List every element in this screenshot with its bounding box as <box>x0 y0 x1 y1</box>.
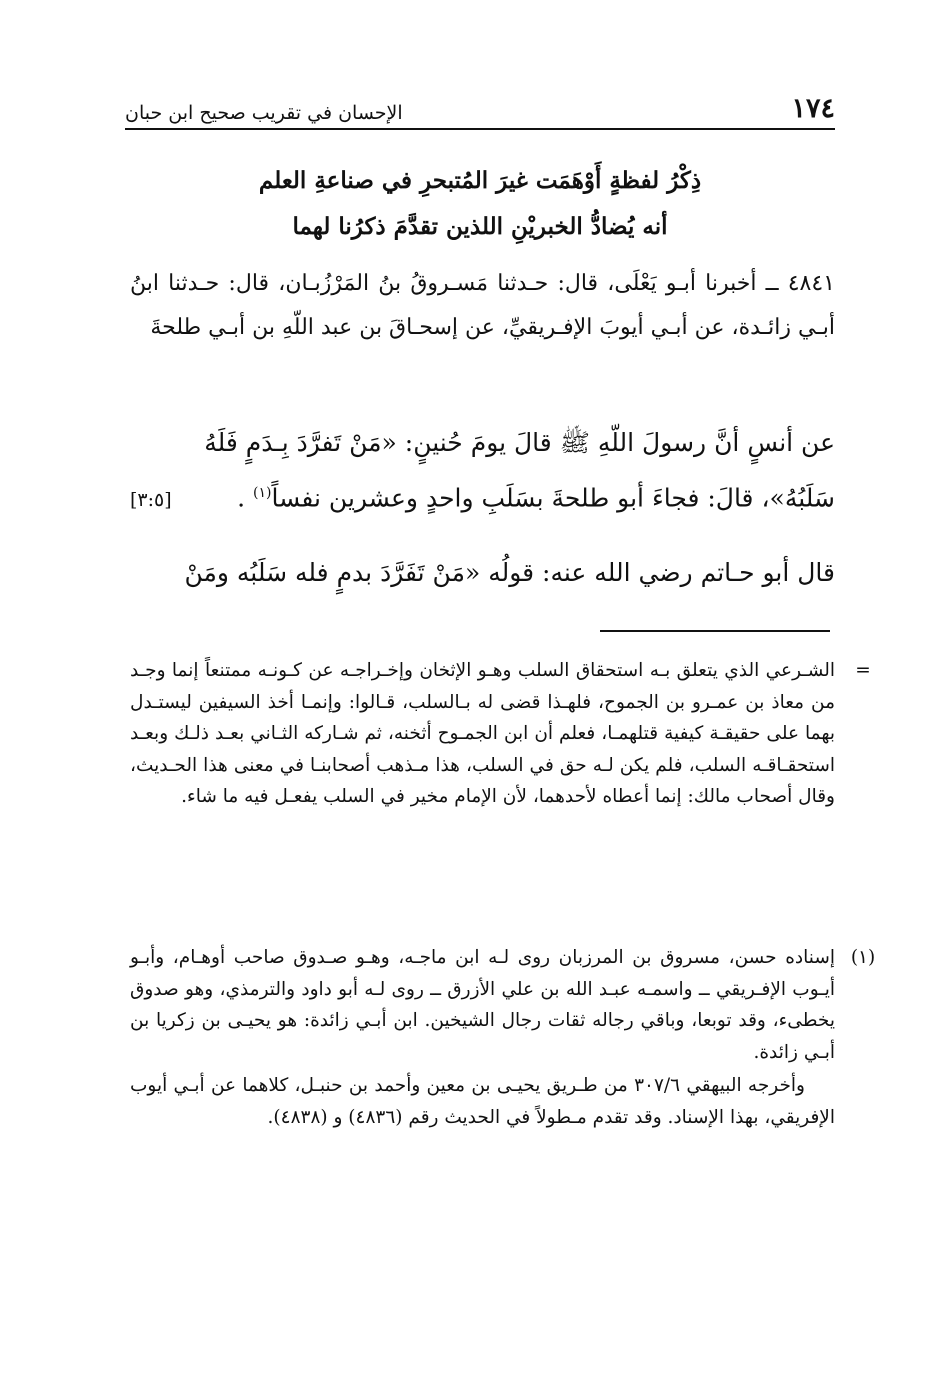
footnote-1-para-2: وأخرجه البيهقي ٣٠٧/٦ من طـريق يحيـى بن معين وأحمد بن حنبـل، كلاهما عن أبـي أيوب الإفريقي، بهذا الإسناد. وقد تقدم مـطولاً في الحديث رقم (٤٨٣٦) و (٤٨٣٨). <box>130 1075 835 1128</box>
footnote-1-number: (١) <box>850 947 876 968</box>
continuation-mark: = <box>855 660 871 681</box>
heading-line-1: ذِكْرُ لفظةٍ أَوْهَمَت غيرَ المُتبحرِ في صناعةِ العلم <box>258 167 702 194</box>
heading-line-2: أنه يُضادُّ الخبريْنِ اللذين تقدَّمَ ذكرُنا لهما <box>292 213 668 240</box>
running-title: الإحسان في تقريب صحيح ابن حبان <box>125 102 403 124</box>
matn-line-1: عن أنسٍ أنَّ رسولَ اللّهِ ﷺ قالَ يومَ حُنينٍ: «مَنْ تَفرَّدَ بِـدَمٍ فَلَهُ <box>204 428 835 457</box>
footnote-1-para-1: إسناده حسن، مسروق بن المرزبان روى لـه ابن ماجـه، وهـو صـدوق صاحب أوهـام، وأبـو أيـوب الإفـريقي ــ واسمـه عبـد الله بن علي الأزرق ــ روى لـه أبو داود والترمذي، وهو صدوق يخطىء، وقد توبعا، وباقي رجاله ثقات رجال الشيخين. ابن أبـي زائدة: هو يحيـى بن زكريا بن أبـي زائدة. <box>130 947 835 1063</box>
hadith-isnad: ٤٨٤١ ــ أخبرنا أبـو يَعْلَى، قال: حـدثنا مَسـروقُ بنُ المَرْزُبـان، قال: حـدثنا ابنُ أبـي زائـدة، عن أبـي أيوبَ الإفـريقيِّ، عن إسحـاقَ بن عبد اللّهِ بن أبـي طلحةَ <box>130 271 835 340</box>
footnote-ref: (١) <box>252 485 272 501</box>
continuation-text: الشـرعي الذي يتعلق بـه استحقاق السلب وهـو الإثخان وإخـراجـه عن كـونـه ممتنعاً إنما وجـد من معاذ بن عمـرو بن الجموح، فلهـذا قضى له بـالسلب، قـالوا: وإنمـا أخذ السيفين ليستـدل بهما على حقيقـة كيفية قتلهمـا، فعلم أن ابن الجمـوح أثخنه، ثم شـاركه الثـاني بعـد ذلـك وبعـد استحقـاقـه السلب، فلم يكن لـه حق في السلب، هذا مـذهب أصحابنـا في معنى هذا الحـديث، وقال أصحاب مالك: إنما أعطاه لأحدهما، لأن الإمام مخير في السلب يفعـل فيه ما شاء. <box>130 660 835 807</box>
chapter-heading <box>125 158 835 250</box>
page-header <box>125 82 835 124</box>
reference-tag: [٣:٥] <box>130 489 172 512</box>
matn-line-2: سَلَبُهُ»، قالَ: فجاءَ أبو طلحةَ بسَلَبِ واحدٍ وعشرين نفساً$^{(١)}$ . [٣:٥] <box>130 468 835 525</box>
page-number: ١٧٤ <box>791 93 835 124</box>
footnote-continuation <box>130 655 871 813</box>
header-divider <box>125 128 835 130</box>
commentary-text: قال أبو حـاتم رضي الله عنه: قولُه «مَنْ تَفَرَّدَ بدمٍ فله سَلَبُه ومَنْ <box>184 558 835 587</box>
matn-text: سَلَبُهُ»، قالَ: فجاءَ أبو طلحةَ بسَلَبِ واحدٍ وعشرين نفساً <box>271 483 835 513</box>
footnote-1 <box>130 942 876 1133</box>
hadith-matn <box>130 418 835 525</box>
footnote-divider <box>600 630 830 632</box>
